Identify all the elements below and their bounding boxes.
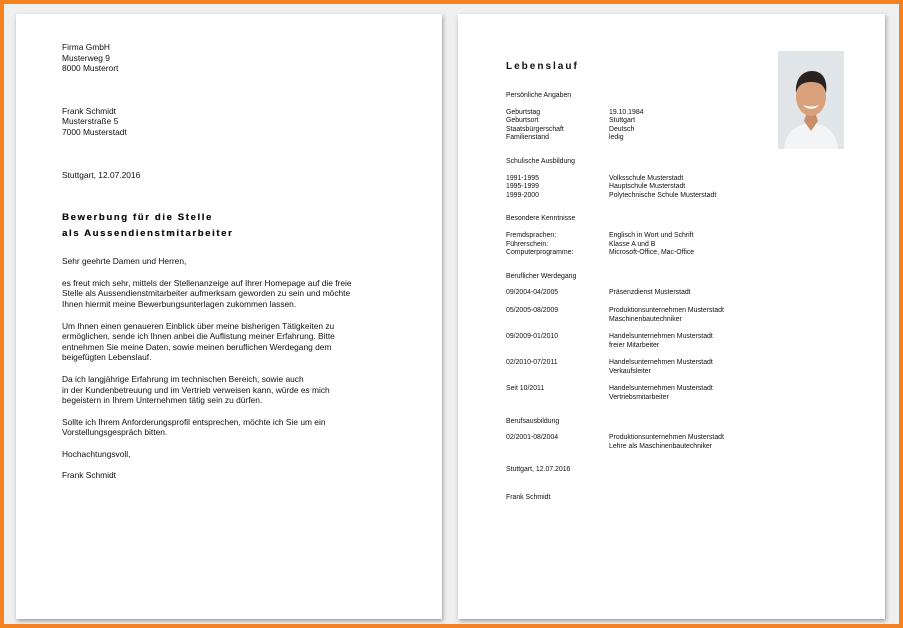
row-value: Hauptschule Musterstadt [609, 183, 686, 191]
row-value-line: freier Mitarbeiter [609, 341, 660, 349]
row-value-line: Handelsunternehmen Musterstadt [609, 333, 713, 341]
section-heading: Schulische Ausbildung [506, 157, 575, 165]
info-row [506, 249, 846, 258]
recipient-line: Musterstraße 5 [62, 116, 119, 127]
section-career [506, 273, 846, 403]
sender-line: 8000 Musterort [62, 63, 119, 74]
row-value: Klasse A und B [609, 240, 656, 248]
paragraph-line: Vorstellungsgespräch bitten. [62, 427, 168, 438]
row-value-line: Verkaufsleiter [609, 367, 651, 375]
row-label: 1995-1999 [506, 183, 539, 191]
section-personal [506, 92, 846, 143]
info-row [506, 183, 846, 192]
section-school [506, 158, 846, 200]
section-heading: Berufsausbildung [506, 417, 560, 425]
subject-line: als Aussendienstmitarbeiter [62, 228, 234, 240]
paragraph-line: beigefügten Lebenslauf. [62, 352, 152, 363]
row-value-line: Handelsunternehmen Musterstadt [609, 359, 713, 367]
cover-letter-page [16, 14, 442, 619]
letter-date: Stuttgart, 12.07.2016 [62, 169, 141, 180]
row-value: Volksschule Musterstadt [609, 174, 684, 182]
row-value-line: Produktionsunternehmen Musterstadt [609, 306, 724, 314]
cv-body [506, 60, 846, 503]
paragraph [62, 278, 402, 310]
row-label: Geburtstag [506, 108, 541, 116]
letter-subject [62, 210, 402, 242]
info-row [506, 175, 846, 184]
row-value [609, 333, 846, 350]
row-label: Führerschein: [506, 240, 549, 248]
row-value [609, 385, 846, 402]
row-value: Polytechnische Schule Musterstadt [609, 191, 717, 199]
paragraph-line: Sollte ich Ihrem Anforderungsprofil entsprechen, möchte ich Sie um ein [62, 416, 326, 427]
paragraph-line: in der Kundenbetreuung und im Vertrieb verweisen kann, würde es mich [62, 384, 330, 395]
letter-body [62, 42, 402, 481]
recipient-line: 7000 Musterstadt [62, 126, 127, 137]
paragraph-line: ermöglichen, sende ich Ihnen anbei die Auflistung meiner Erfahrung. Bitte [62, 331, 335, 342]
paragraph-line: begeistern in Ihrem Unternehmen tätig sein zu dürfen. [62, 395, 263, 406]
row-value: Deutsch [609, 125, 635, 133]
career-row [506, 385, 846, 402]
section-heading: Besondere Kenntnisse [506, 215, 576, 223]
subject-line: Bewerbung für die Stelle [62, 212, 213, 224]
sender-address [62, 42, 402, 74]
info-row [506, 109, 846, 118]
section-skills [506, 215, 846, 257]
career-row [506, 307, 846, 324]
row-label: 1991-1995 [506, 174, 539, 182]
sender-line: Firma GmbH [62, 42, 110, 52]
section-heading: Beruflicher Werdegang [506, 272, 577, 280]
paragraph [62, 374, 402, 406]
row-label: Fremdsprachen: [506, 231, 557, 239]
row-label: 05/2005-08/2009 [506, 306, 559, 314]
paragraph-line: es freut mich sehr, mittels der Stellenanzeige auf Ihrer Homepage auf die freie [62, 277, 352, 288]
row-value: Englisch in Wort und Schrift [609, 231, 694, 239]
career-row [506, 359, 846, 376]
info-row [506, 232, 846, 241]
paragraph-line: Da ich langjährige Erfahrung im technischen Bereich, sowie auch [62, 373, 304, 384]
row-value [609, 359, 846, 376]
career-row [506, 333, 846, 350]
training-row [506, 434, 846, 451]
row-value: Stuttgart [609, 117, 636, 125]
row-label: 02/2010-07/2011 [506, 359, 558, 367]
row-label: Geburtsort [506, 117, 539, 125]
info-row [506, 126, 846, 135]
cv-date: Stuttgart, 12.07.2016 [506, 466, 571, 474]
info-row [506, 241, 846, 250]
row-label: Staatsbürgerschaft [506, 125, 564, 133]
row-label: 09/2004-04/2005 [506, 289, 559, 297]
career-row [506, 289, 846, 298]
row-label: 1999-2000 [506, 191, 539, 199]
row-value-line: Handelsunternehmen Musterstadt [609, 385, 713, 393]
row-value: Microsoft-Office, Mac-Office [609, 249, 695, 257]
row-value-line: Vertriebsmitarbeiter [609, 394, 669, 402]
row-label: Computerprogramme: [506, 249, 574, 257]
row-value: 19.10.1984 [609, 108, 644, 116]
signature: Frank Schmidt [62, 470, 116, 481]
row-value-line: Maschinenbautechniker [609, 315, 682, 323]
info-row [506, 117, 846, 126]
recipient-address [62, 106, 402, 138]
salutation: Sehr geehrte Damen und Herren, [62, 256, 187, 267]
info-row [506, 192, 846, 201]
cv-title: Lebenslauf [506, 61, 579, 72]
paragraph [62, 417, 402, 438]
cv-signature: Frank Schmidt [506, 494, 551, 502]
section-heading: Persönliche Angaben [506, 92, 572, 99]
row-value-line: Produktionsunternehmen Musterstadt [609, 434, 724, 442]
row-label: Seit 10/2011 [506, 385, 545, 393]
paragraph [62, 321, 402, 363]
closing: Hochachtungsvoll, [62, 448, 131, 459]
row-value-line: Lehre als Maschinenbautechniker [609, 442, 713, 450]
cv-page [458, 14, 885, 619]
section-training [506, 418, 846, 452]
row-value [609, 307, 846, 324]
row-value [609, 289, 846, 298]
info-row [506, 134, 846, 143]
paragraph-line: Ihnen hiermit meine Bewerbungsunterlagen zukommen lassen. [62, 298, 297, 309]
row-value [609, 434, 846, 451]
row-label: 09/2009-01/2010 [506, 333, 559, 341]
paragraph-line: Um Ihnen einen genaueren Einblick über meine bisherigen Tätigkeiten zu [62, 320, 335, 331]
sender-line: Musterweg 9 [62, 52, 110, 63]
paragraph-line: entnehmen Sie meine Daten, sowie meinen beruflichen Werdegang dem [62, 341, 332, 352]
row-label: Familienstand [506, 134, 549, 142]
row-label: 02/2001-08/2004 [506, 434, 559, 442]
recipient-line: Frank Schmidt [62, 105, 116, 116]
row-value-line: Präsenzdienst Musterstadt [609, 289, 691, 297]
row-value: ledig [609, 134, 624, 142]
paragraph-line: Stelle als Aussendienstmitarbeiter aufmerksam geworden zu sein und möchte [62, 288, 351, 299]
